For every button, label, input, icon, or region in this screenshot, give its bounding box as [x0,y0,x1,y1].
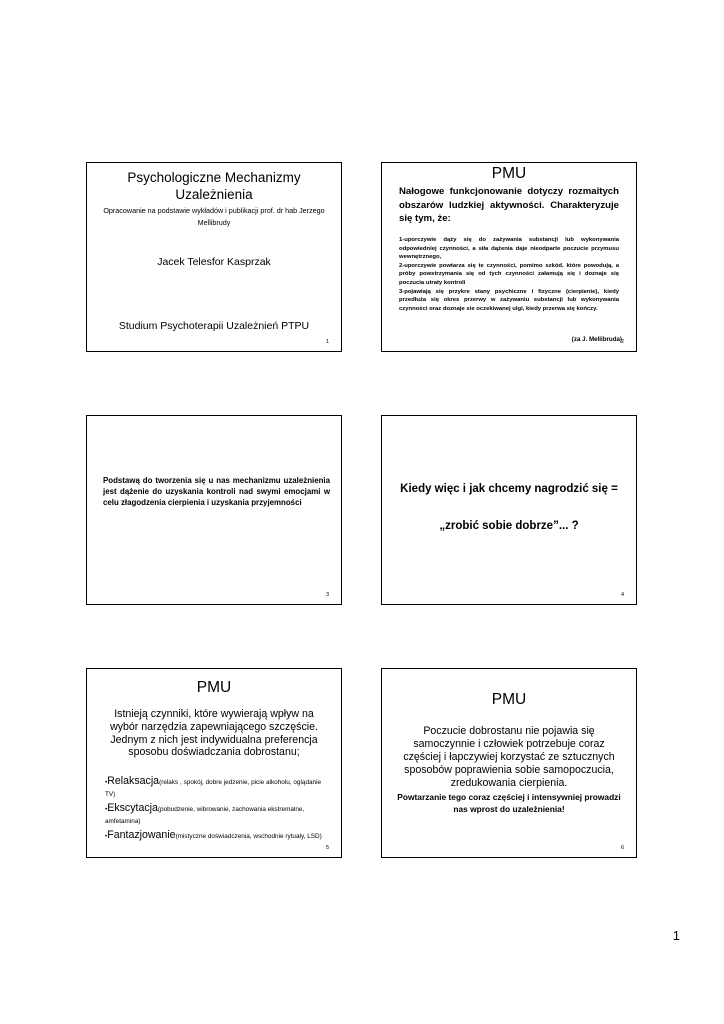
item-detail: (pobudzenie, wibrowanie, zachowania ekstremalne, amfetamina) [105,806,305,825]
slide-3 [86,415,342,605]
slide-5-number: 5 [325,845,329,851]
list-item [105,829,323,841]
item-detail: (relaks , spokój, dobre jedzenie, picie alkoholu, oglądanie TV) [105,779,322,798]
slide-6 [381,668,637,858]
slide-4-number: 4 [620,592,624,598]
slide-2 [381,162,637,352]
slide-5-title: PMU [196,679,232,696]
slide-4-question-quote: „zrobić sobie dobrze”... ? [439,520,579,532]
slide-6-title: PMU [491,691,527,708]
list-item: 1-uporczywie dąży się do zażywania substancji lub wykonywania odpowiedniej czynności, a siła dążenia daje nieodparte poczucie przymusu wewnętrznego, [399,237,619,261]
page-number: 1 [672,928,680,943]
list-item [105,802,323,826]
slide-5-body: Istnieją czynniki, które wywierają wpływ na wybór narzędzia zapewniającego szczęście. Jednym z nich jest indywidualna preferencja sposobu doświadczania dobrostanu; [110,708,318,759]
slide-6-number: 6 [620,845,624,851]
slide-1 [86,162,342,352]
item-label: Relaksacja [107,775,160,787]
item-label: Ekscytacja [107,802,158,814]
slide-1-org: Studium Psychoterapii Uzależnień PTPU [118,320,310,332]
slide-2-number: 2 [620,339,624,345]
slide-2-intro: Nałogowe funkcjonowanie dotyczy rozmaitych obszarów ludzkiej aktywności. Charakteryzuje się tym, że: [399,186,619,224]
slide-5-items [105,775,323,844]
slide-2-citation: (za J. Mellibruda) [571,336,622,343]
item-detail: (mistyczne doświadczenia, wschodnie rytuały, LSD) [175,833,322,840]
list-item: 2-uporczywie powtarza się te czynności, pomimo szkód, które powodują, a próby powstrzymania się od tych czynności załamują się i doznaje się poczucia utraty kontroli [399,262,619,286]
slide-1-title: Psychologiczne Mechanizmy Uzależnienia [127,170,301,202]
bullet-icon: • [105,779,108,786]
list-item: 3-pojawiają się przykre stany psychiczne i fizyczne (cierpienie), kiedy przedłuża się okres przerwy w zażywaniu substancji lub wykonywania czynności oraz doznaje sie oczekiwanej ulgi, kiedy przerwa się kończy. [399,288,619,312]
slide-6-body: Poczucie dobrostanu nie pojawia się samoczynnie i człowiek potrzebuje coraz częściej i łapczywiej korzystać ze sztucznych sposobów poprawienia sobie samopoczucia, zredukowania cierpienia. [403,725,615,789]
slide-3-text: Podstawą do tworzenia się u nas mechanizmu uzależnienia jest dążenie do uzyskania kontroli nad swymi emocjami w celu złagodzenia cierpienia i uzyskania przyjemności [103,476,330,508]
slide-2-list [399,236,619,313]
slide-2-title: PMU [491,165,527,182]
bullet-icon: • [105,833,108,840]
slide-4 [381,415,637,605]
list-item [105,775,323,799]
slide-1-number: 1 [325,339,329,345]
bullet-icon: • [105,806,108,813]
slide-6-emphasis: Powtarzanie tego coraz częściej i intensywniej prowadzi nas wprost do uzależnienia! [397,792,621,814]
slide-1-subtitle: Opracowanie na podstawie wykładów i publikacji prof. dr hab Jerzego Mellibrudy [103,206,325,227]
slide-5 [86,668,342,858]
slide-4-question: Kiedy więc i jak chcemy nagrodzić się = [400,483,618,495]
item-label: Fantazjowanie [107,829,176,841]
slide-3-number: 3 [325,592,329,598]
slide-1-author: Jacek Telesfor Kasprzak [157,256,271,268]
